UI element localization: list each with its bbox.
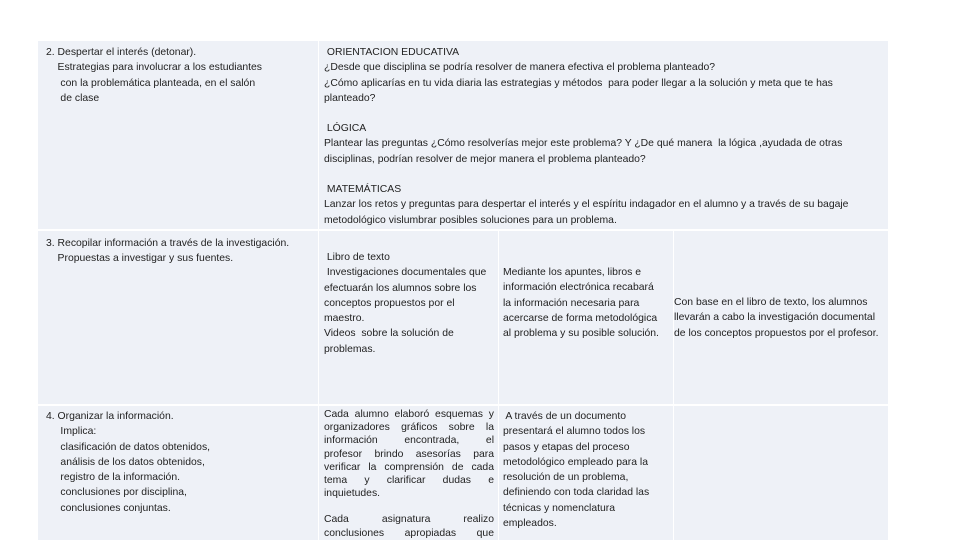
text-line: metodológico vislumbrar posibles soluciones para un problema. bbox=[324, 214, 617, 226]
row3-esquemas-cell bbox=[319, 406, 498, 540]
text-line: planteado? bbox=[324, 92, 376, 104]
orientacion-educativa-block bbox=[324, 45, 888, 106]
row3-esquemas-text bbox=[324, 408, 494, 500]
row2-left-text bbox=[46, 236, 318, 267]
text-line: ¿Cómo aplicarías en tu vida diaria las estrategias y métodos para poder llegar a la solución y meta que te has bbox=[324, 77, 833, 89]
text-line: efectuarán los alumnos sobre los bbox=[324, 282, 477, 294]
text-line: LÓGICA bbox=[324, 123, 367, 135]
text-line: ORIENTACION EDUCATIVA bbox=[324, 47, 460, 58]
row2-activity-text bbox=[674, 295, 888, 341]
text-line: Videos sobre la solución de bbox=[324, 328, 454, 340]
text-line: presentará el alumno todos los bbox=[503, 426, 646, 438]
text-line: conclusiones apropiadas que bbox=[324, 527, 494, 539]
row2-method-text bbox=[503, 265, 673, 341]
row1-left-text bbox=[46, 45, 318, 106]
text-line: acercarse de forma metodológica bbox=[503, 312, 658, 324]
text-line: 3. Recopilar información a través de la investigación. bbox=[46, 238, 290, 249]
text-line: la información necesaria para bbox=[503, 297, 640, 309]
text-line: metodológico empleado para la bbox=[503, 456, 648, 468]
text-line: Con base en el libro de texto, los alumnos bbox=[674, 297, 868, 308]
row2-activity-cell bbox=[674, 231, 888, 404]
text-line: Estrategias para involucrar a los estudiantes bbox=[46, 62, 263, 74]
row3-document-cell bbox=[499, 406, 673, 540]
text-line: conclusiones por disciplina, bbox=[46, 487, 187, 499]
text-line: llevarán a cabo la investigación documental bbox=[674, 312, 876, 324]
text-line: clasificación de datos obtenidos, bbox=[46, 441, 211, 453]
text-line: registro de la información. bbox=[46, 472, 180, 484]
text-line: definiendo con toda claridad las bbox=[503, 487, 650, 499]
text-line: conceptos propuestos por el bbox=[324, 297, 455, 309]
row3-empty-cell bbox=[674, 406, 888, 540]
row2-method-cell bbox=[499, 231, 673, 404]
text-line: técnicas y nomenclatura bbox=[503, 502, 616, 514]
text-line: al problema y su posible solución. bbox=[503, 328, 659, 340]
text-line: de los conceptos propuestos por el profesor. bbox=[674, 327, 879, 339]
text-line: Cada alumno elaboró esquemas y bbox=[324, 409, 494, 420]
text-line: con la problemática planteada, en el salón bbox=[46, 77, 256, 89]
text-line: profesor brindo asesorías para bbox=[324, 448, 494, 460]
text-line: MATEMÁTICAS bbox=[324, 184, 402, 196]
text-line: ¿Desde que disciplina se podría resolver de manera efectiva el problema planteado? bbox=[324, 62, 716, 74]
row1-right-cell bbox=[319, 41, 888, 229]
row3-left-cell bbox=[38, 406, 318, 540]
text-line: Investigaciones documentales que bbox=[324, 267, 487, 279]
row2-left-cell bbox=[38, 231, 318, 404]
matematicas-block bbox=[324, 182, 888, 228]
text-line: disciplinas, podrían resolver de mejor manera el problema planteado? bbox=[324, 153, 646, 165]
text-line: verificar la comprensión de cada bbox=[324, 461, 494, 473]
text-line: información electrónica recabará bbox=[503, 282, 654, 294]
row1-left-cell bbox=[38, 41, 318, 229]
text-line: tema y clarificar dudas e bbox=[324, 475, 494, 487]
row3-conclusiones-text bbox=[324, 513, 494, 539]
text-line: organizadores gráficos sobre la bbox=[324, 422, 494, 434]
text-line: información encontrada, el bbox=[324, 435, 494, 447]
text-line: Implica: bbox=[46, 426, 97, 438]
row2-sources-cell bbox=[319, 231, 498, 404]
text-line: 4. Organizar la información. bbox=[46, 411, 174, 422]
text-line: Lanzar los retos y preguntas para despertar el interés y el espíritu indagador en el alumno y a través de su bagaje bbox=[324, 199, 849, 211]
text-line: Propuestas a investigar y sus fuentes. bbox=[46, 253, 234, 265]
text-line: inquietudes. bbox=[324, 488, 381, 500]
text-line: análisis de los datos obtenidos, bbox=[46, 456, 205, 468]
text-line: de clase bbox=[46, 92, 100, 104]
text-line: A través de un documento bbox=[503, 411, 627, 422]
row3-left-text bbox=[46, 409, 318, 516]
row2-sources-text bbox=[324, 250, 498, 357]
text-line: pasos y etapas del proceso bbox=[503, 441, 630, 453]
text-line: Plantear las preguntas ¿Cómo resolverías mejor este problema? Y ¿De qué manera la lógica ,ayudada de otras bbox=[324, 138, 843, 150]
text-line: Libro de texto bbox=[324, 252, 390, 263]
text-line: conclusiones conjuntas. bbox=[46, 502, 171, 514]
text-line: problemas. bbox=[324, 343, 376, 355]
text-line: Cada asignatura realizo bbox=[324, 514, 494, 526]
logica-block bbox=[324, 121, 888, 167]
row3-document-text bbox=[503, 409, 673, 531]
text-line: empleados. bbox=[503, 518, 557, 530]
text-line: 2. Despertar el interés (detonar). bbox=[46, 47, 197, 58]
text-line: resolución de un problema, bbox=[503, 472, 629, 484]
text-line: Mediante los apuntes, libros e bbox=[503, 267, 642, 278]
text-line: maestro. bbox=[324, 313, 365, 325]
